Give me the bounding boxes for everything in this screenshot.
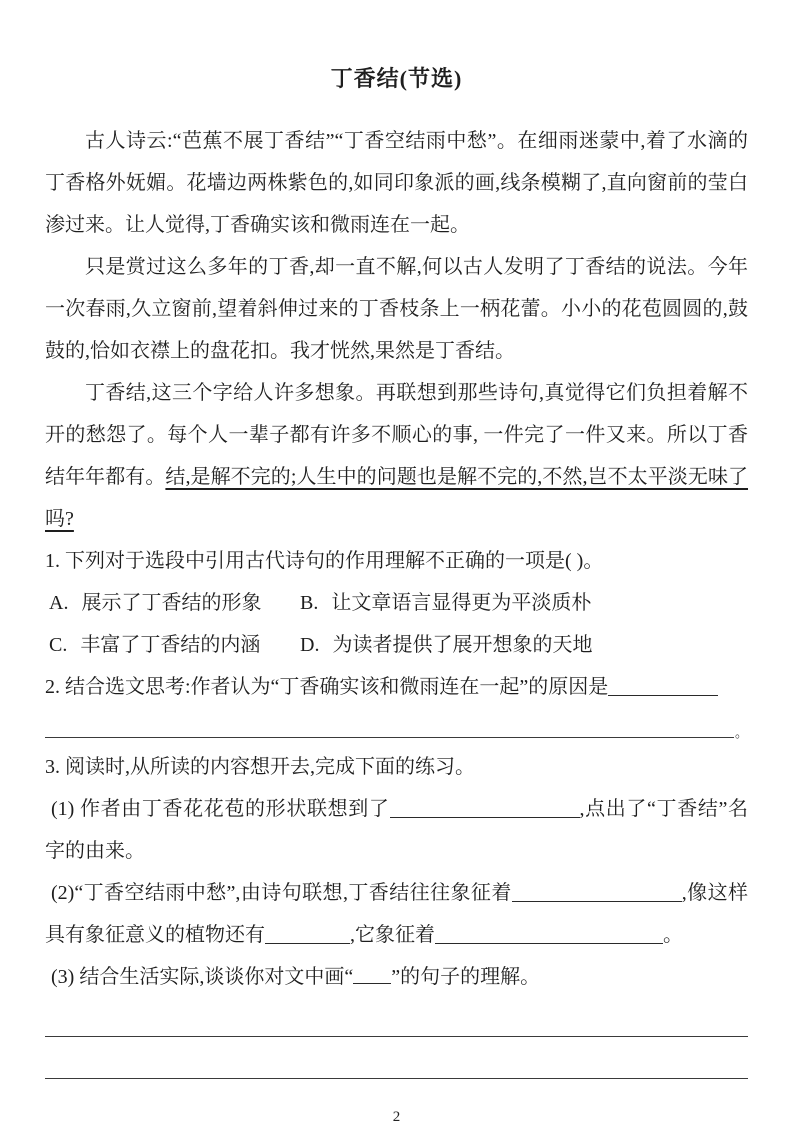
question-3-sub-2 <box>45 872 748 956</box>
answer-line <box>45 1037 748 1079</box>
question-3-sub-1 <box>45 788 748 872</box>
answer-blank <box>512 880 682 902</box>
question-3-sub-2-part-3: ,它象征着 <box>350 924 435 946</box>
question-1-stem: 1. 下列对于选段中引用古代诗句的作用理解不正确的一项是( )。 <box>45 550 604 572</box>
question-3-sub-3 <box>45 956 748 998</box>
passage-paragraph-1: 古人诗云:“芭蕉不展丁香结”“丁香空结雨中愁”。在细雨迷蒙中,着了水滴的丁香格外妩媚。花墙边两株紫色的,如同印象派的画,线条模糊了,直向窗前的莹白渗过来。让人觉得,丁香确实该和微雨连在一起。 <box>45 130 748 236</box>
answer-blank <box>435 922 663 944</box>
option-c-text: 丰富了丁香结的内涵 <box>80 634 261 656</box>
answer-line-end-period: 。 <box>734 725 748 740</box>
question-2-stem <box>45 666 748 708</box>
option-c <box>49 624 300 666</box>
question-3-sub-1-after: ,点出了“丁香结”名字的由来。 <box>45 798 748 862</box>
option-b-label: B. <box>300 592 319 614</box>
answer-blank <box>265 922 350 944</box>
option-a-text: 展示了丁香结的形象 <box>81 592 262 614</box>
question-2-text: 2. 结合选文思考:作者认为“丁香确实该和微雨连在一起”的原因是 <box>45 676 609 698</box>
passage-paragraph-3-underlined-sentence: 结,是解不完的;人生中的问题也是解不完的,不然,岂不太平淡无味了吗? <box>45 466 749 530</box>
option-c-label: C. <box>49 634 68 656</box>
option-a <box>49 582 300 624</box>
passage-paragraph-3-text: 丁香结,这三个字给人许多想象。再联想到那些诗句,真觉得它们负担着解不开的愁怨了。每个人一辈子都有许多不顺心的事, 一件完了一件又来。所以丁香结年年都有。 <box>45 382 748 488</box>
answer-line <box>45 1010 748 1037</box>
answer-blank <box>353 962 391 984</box>
answer-blank <box>608 674 718 696</box>
question-1-options <box>45 582 748 666</box>
question-3-sub-1-before: (1) 作者由丁香花花苞的形状联想到了 <box>51 798 390 820</box>
question-3-sub-2-part-2: ,像这样具有象征意义的植物还有 <box>45 882 749 946</box>
answer-line <box>45 715 734 738</box>
option-d <box>300 624 748 666</box>
option-b-text: 让文章语言显得更为平淡质朴 <box>331 592 592 614</box>
question-3-sub-3-after: ”的句子的理解。 <box>391 966 541 988</box>
option-a-label: A. <box>49 592 69 614</box>
question-3-stem: 3. 阅读时,从所读的内容想开去,完成下面的练习。 <box>45 756 475 778</box>
option-d-text: 为读者提供了展开想象的天地 <box>332 634 593 656</box>
question-3-answer-area <box>45 1010 748 1079</box>
page-number: 2 <box>392 1109 401 1125</box>
answer-blank <box>390 796 580 818</box>
question-3-sub-2-part-1: (2)“丁香空结雨中愁”,由诗句联想,丁香结往往象征着 <box>51 882 512 904</box>
option-b <box>300 582 748 624</box>
question-2-answer-line <box>45 716 748 738</box>
passage-paragraph-3 <box>45 372 748 540</box>
question-3-sub-2-part-4: 。 <box>663 924 683 946</box>
question-3-sub-3-before: (3) 结合生活实际,谈谈你对文中画“ <box>51 966 354 988</box>
option-d-label: D. <box>300 634 320 656</box>
passage-paragraph-2: 只是赏过这么多年的丁香,却一直不解,何以古人发明了丁香结的说法。今年一次春雨,久立窗前,望着斜伸过来的丁香枝条上一柄花蕾。小小的花苞圆圆的,鼓鼓的,恰如衣襟上的盘花扣。我才恍然,果然是丁香结。 <box>45 256 748 362</box>
passage-title: 丁香结(节选) <box>330 66 463 91</box>
